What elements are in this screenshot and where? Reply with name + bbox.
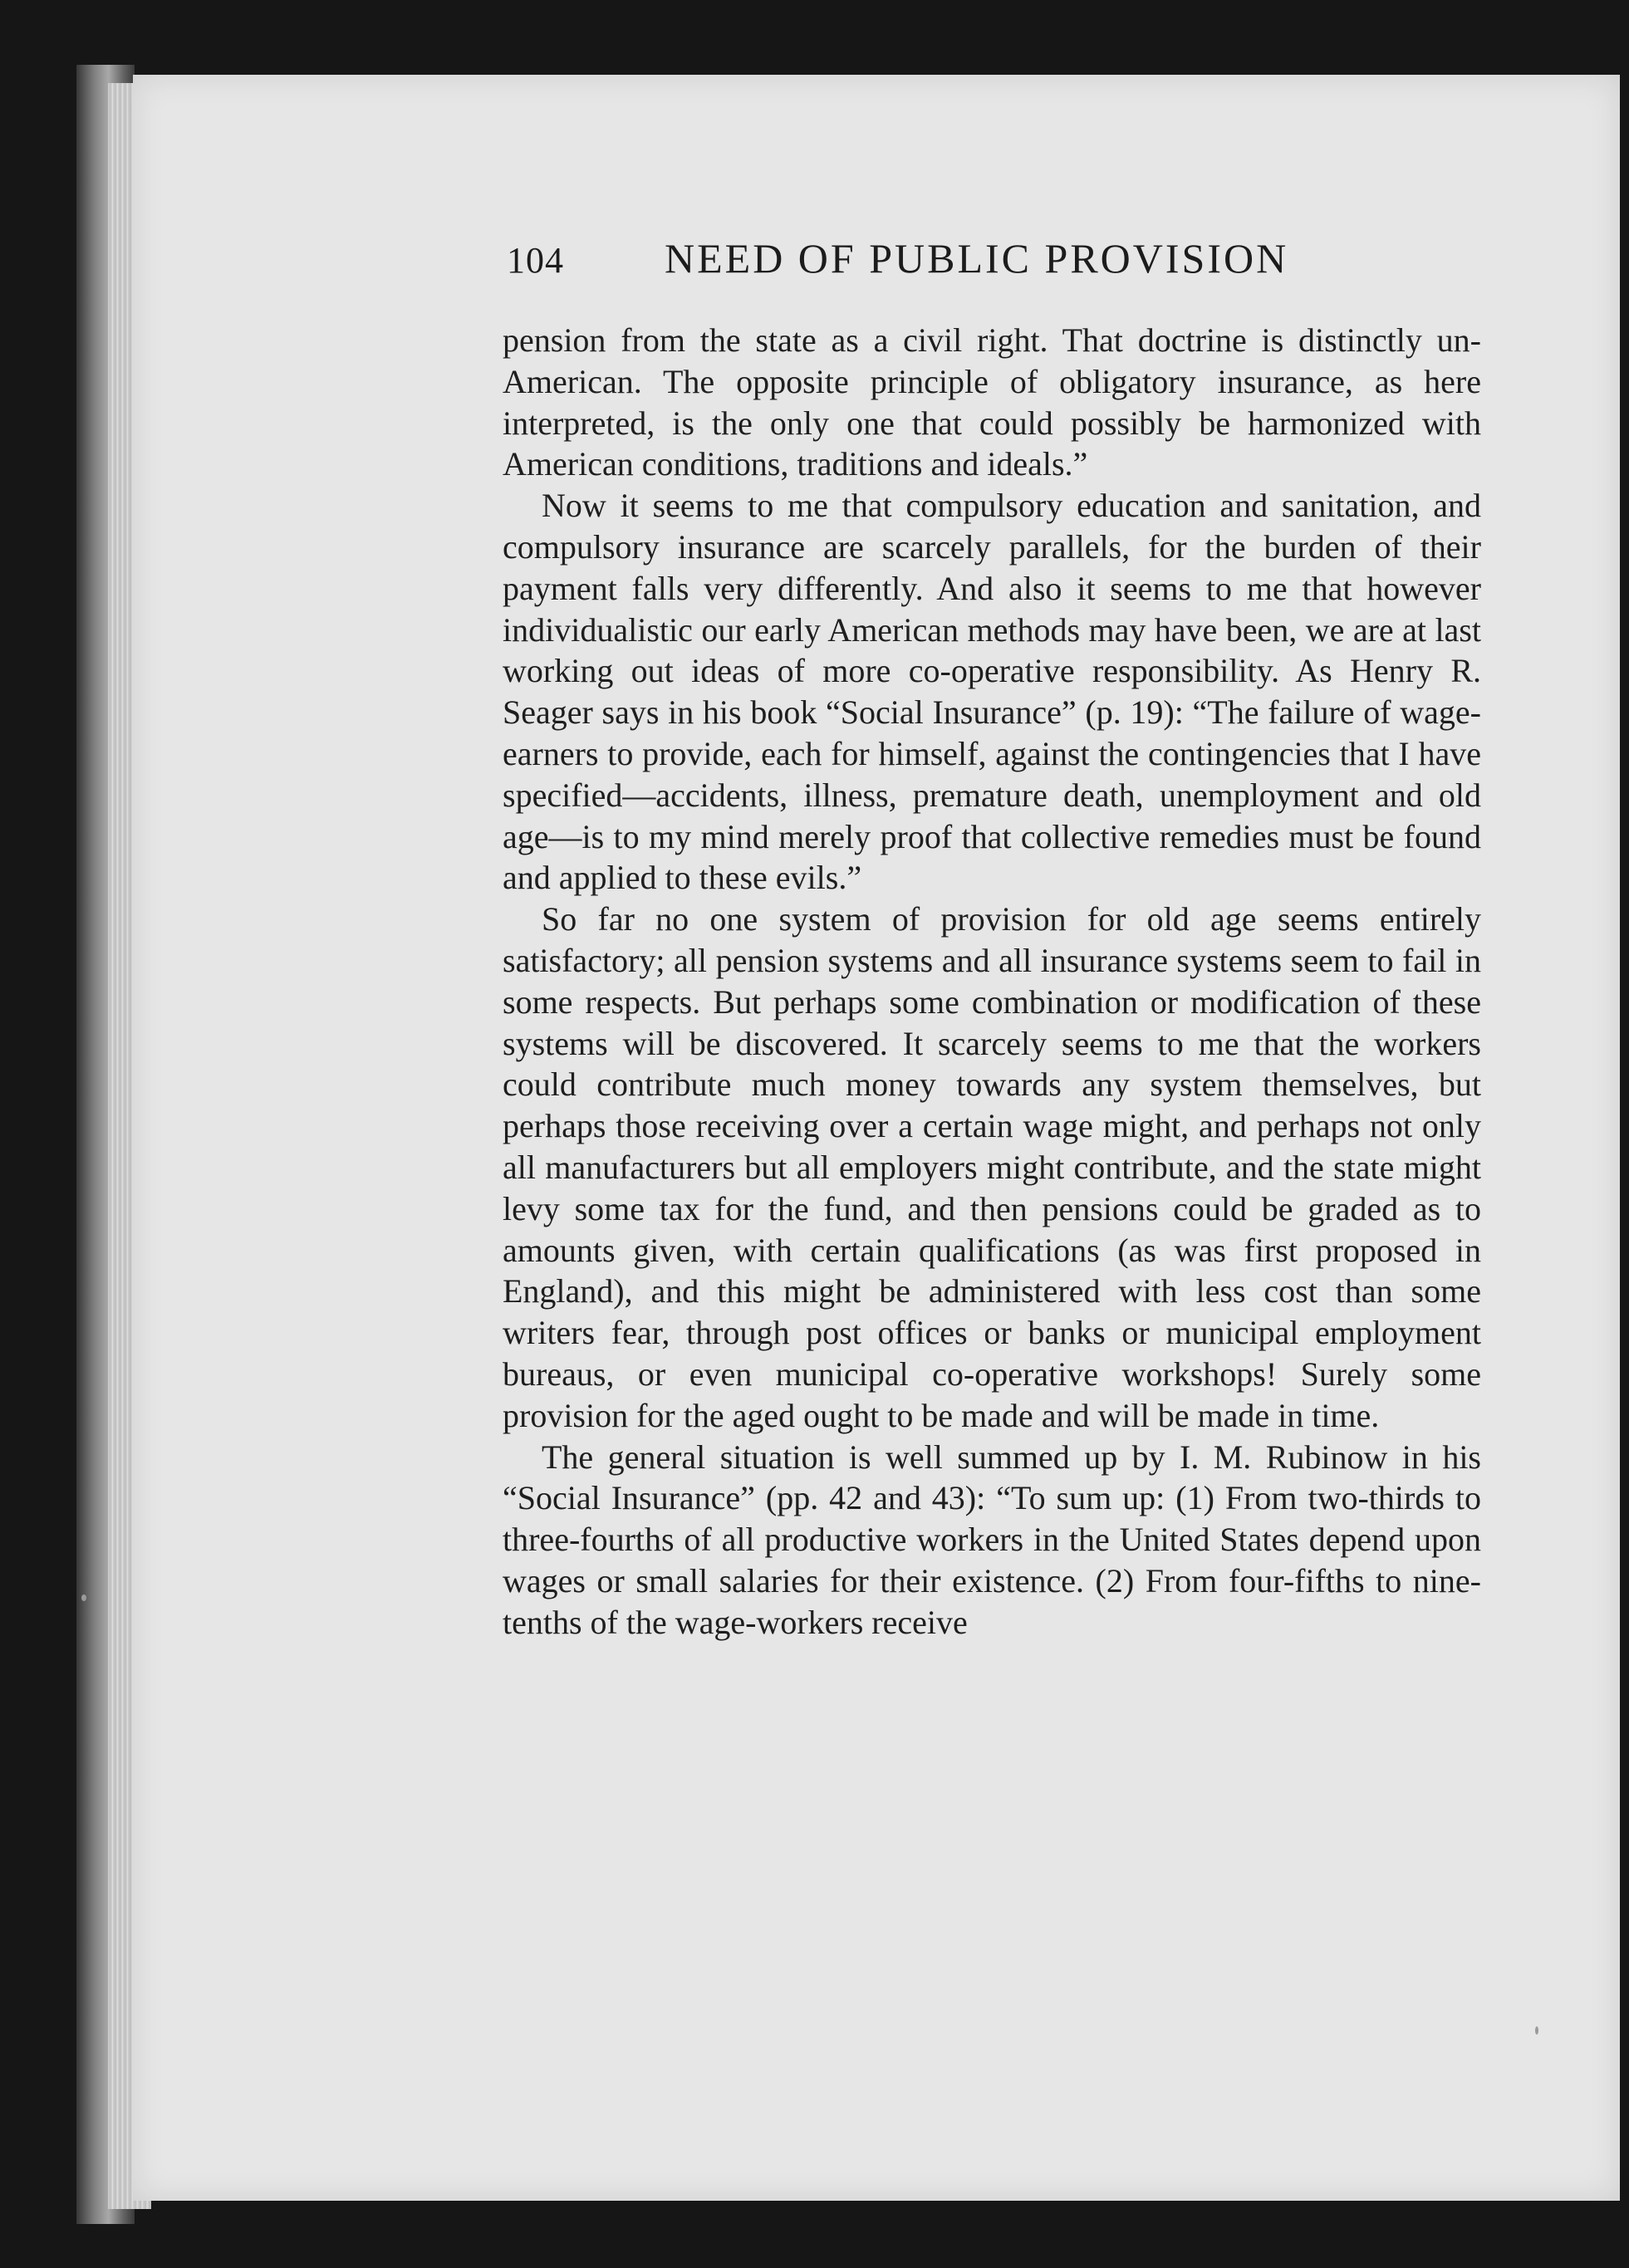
body-text [503, 320, 1481, 1643]
paragraph-1: pension from the state as a civil right. That doctrine is distinctly un-American. The opposite principle of obligatory insurance, as here interpreted, is the only one that could possibly be harmonized with American conditions, traditions and ideals.” [503, 321, 1481, 483]
scan-speck [1535, 2026, 1538, 2035]
page-number: 104 [507, 240, 564, 281]
page-header [507, 235, 1396, 297]
paragraph-3: So far no one system of provision for old age seems entirely satisfactory; all pension systems and all insurance systems seem to fail in some respects. But perhaps some combination or modification of these systems will be discovered. It scarcely seems to me that the workers could contribute much money towards any system themselves, but perhaps those receiving over a certain wage might, and perhaps not only all manufacturers but all employers might contribute, and the state might levy some tax for the fund, and then pensions could be graded as to amounts given, with certain qualifications (as was first proposed in England), and this might be administered with less cost than some writers fear, through post offices or banks or municipal employment bureaus, or even municipal co-operative workshops! Surely some provision for the aged ought to be made and will be made in time. [503, 900, 1481, 1434]
scan-speck [81, 1594, 86, 1601]
running-head: NEED OF PUBLIC PROVISION [665, 235, 1289, 282]
paragraph-2: Now it seems to me that compulsory education and sanitation, and compulsory insurance are scarcely parallels, for the burden of their payment falls very differently. And also it seems to me that however individualistic our early American methods may have been, we are at last working out ideas of more co-operative responsibility. As Henry R. Seager says in his book “Social Insurance” (p. 19): “The failure of wage-earners to provide, each for himself, against the contingencies that I have specified—accidents, illness, premature death, unemployment and old age—is to my mind merely proof that collective remedies must be found and applied to these evils.” [503, 487, 1481, 897]
paragraph-4: The general situation is well summed up by I. M. Rubinow in his “Social Insurance” (pp. 42 and 43): “To sum up: (1) From two-thirds to three-fourths of all productive workers in the United States depend upon wages or small salaries for their existence. (2) From four-fifths to nine-tenths of the wage-workers receive [503, 1438, 1481, 1641]
